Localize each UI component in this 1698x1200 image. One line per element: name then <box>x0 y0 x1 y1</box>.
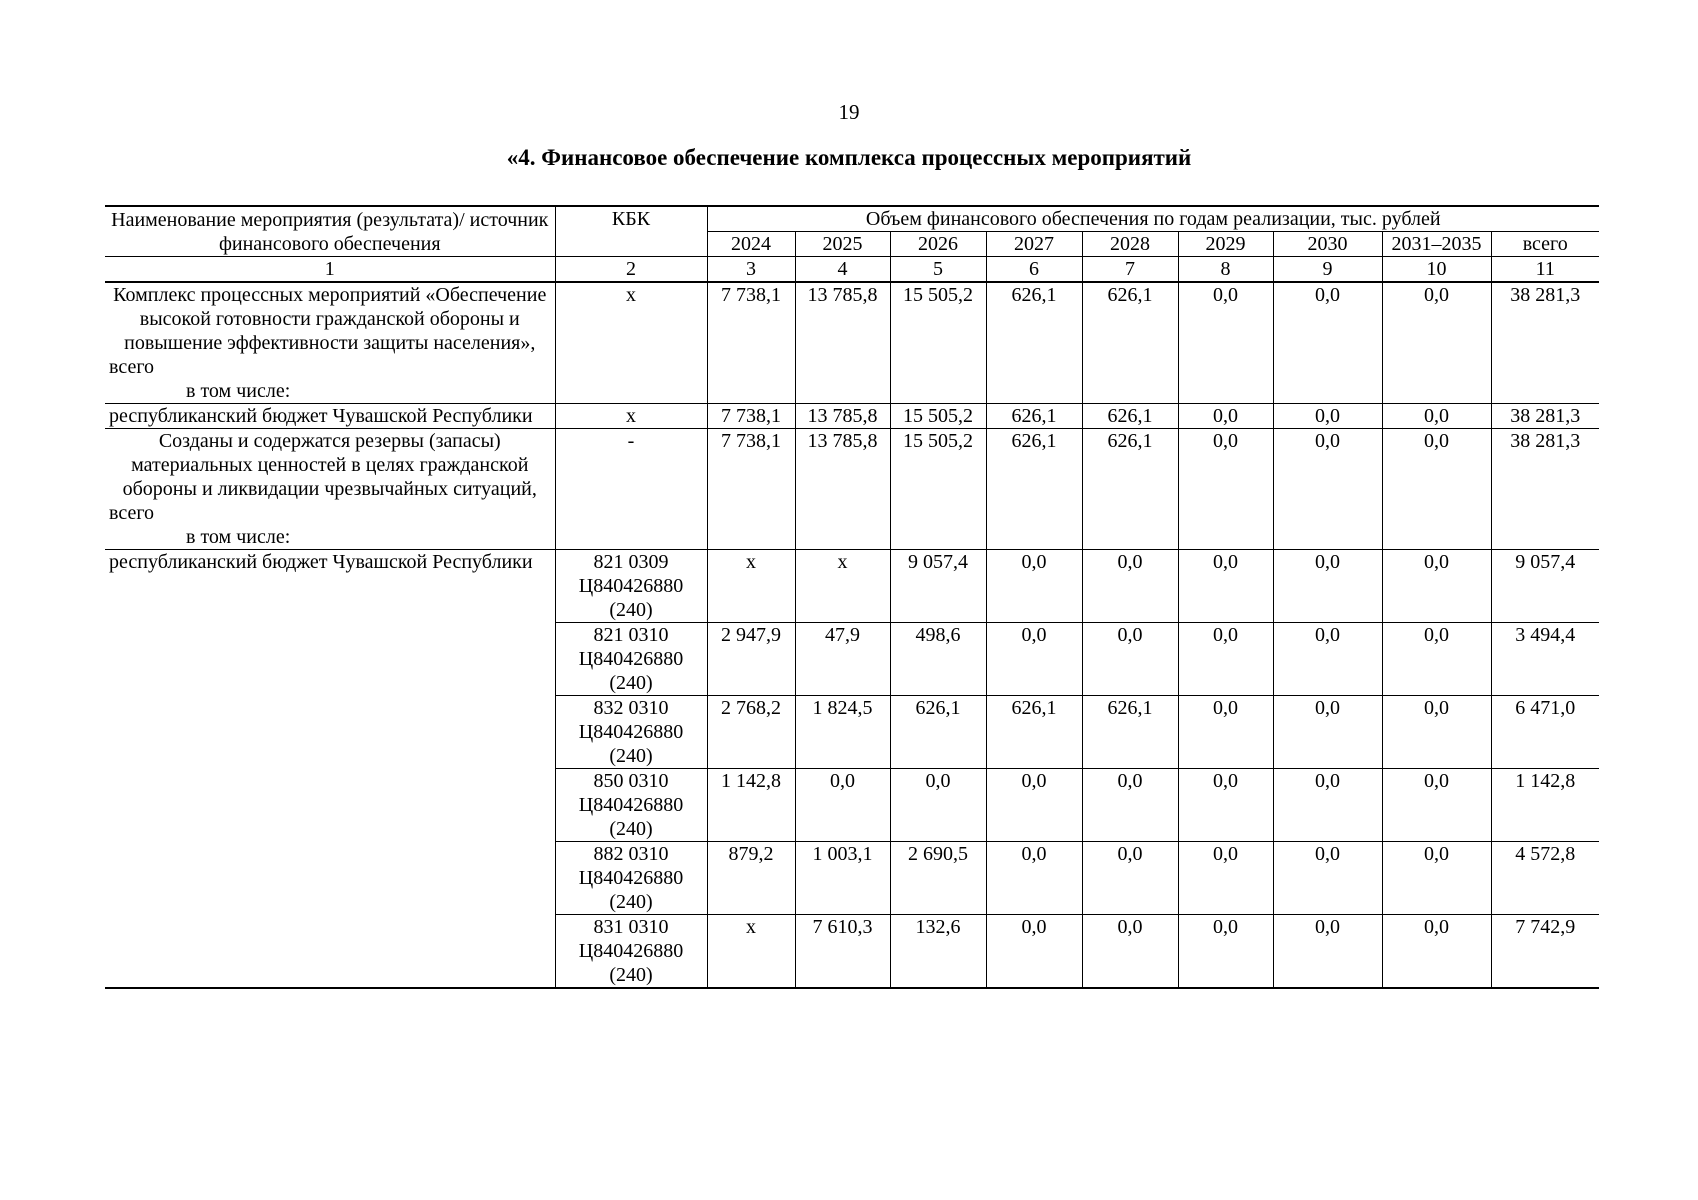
header-year: 2031–2035 <box>1382 232 1491 257</box>
row-value: 0,0 <box>1082 623 1178 696</box>
row-value: 9 057,4 <box>890 550 986 623</box>
row-kbk <box>555 769 707 842</box>
kbk-line: Ц840426880 <box>578 867 684 889</box>
header-row-1 <box>105 206 1599 232</box>
row-value: 132,6 <box>890 915 986 989</box>
kbk-line: Ц840426880 <box>578 575 684 597</box>
header-column-number: 11 <box>1491 257 1599 283</box>
kbk-line: Ц840426880 <box>578 794 684 816</box>
header-column-number: 2 <box>555 257 707 283</box>
row-value: 0,0 <box>1382 429 1491 550</box>
row-value: 626,1 <box>986 429 1082 550</box>
row-value: 7 742,9 <box>1491 915 1599 989</box>
table-row <box>105 429 1599 550</box>
group-name: республиканский бюджет Чувашской Республики <box>109 551 533 573</box>
row-value: 0,0 <box>1273 429 1382 550</box>
row-value: 2 690,5 <box>890 842 986 915</box>
row-name-cell <box>105 429 555 550</box>
row-value: 626,1 <box>1082 429 1178 550</box>
header-column-numbers-row <box>105 257 1599 283</box>
header-kbk: КБК <box>555 206 707 257</box>
row-value: 38 281,3 <box>1491 429 1599 550</box>
kbk-line: 850 0310 <box>593 770 669 792</box>
row-value: 0,0 <box>1273 842 1382 915</box>
row-value: 7 738,1 <box>707 429 795 550</box>
row-value: 0,0 <box>1273 623 1382 696</box>
kbk-line: (240) <box>609 599 653 621</box>
row-value: 2 947,9 <box>707 623 795 696</box>
row-value: 0,0 <box>986 769 1082 842</box>
header-year: 2026 <box>890 232 986 257</box>
row-value: 15 505,2 <box>890 429 986 550</box>
kbk-line: 882 0310 <box>593 843 669 865</box>
row-value: 1 003,1 <box>795 842 890 915</box>
kbk-line: 821 0309 <box>593 551 669 573</box>
row-value: 0,0 <box>986 842 1082 915</box>
row-value: 0,0 <box>1178 429 1273 550</box>
row-value: 0,0 <box>890 769 986 842</box>
header-column-number: 9 <box>1273 257 1382 283</box>
row-value: 7 738,1 <box>707 282 795 404</box>
row-value: 0,0 <box>1178 282 1273 404</box>
row-value: 0,0 <box>1382 769 1491 842</box>
kbk-line: 821 0310 <box>593 624 669 646</box>
row-value: 13 785,8 <box>795 429 890 550</box>
row-value: 1 142,8 <box>707 769 795 842</box>
header-volume: Объем финансового обеспечения по годам реализации, тыс. рублей <box>707 206 1599 232</box>
row-value: 0,0 <box>1382 696 1491 769</box>
row-kbk <box>555 915 707 989</box>
row-kbk <box>555 696 707 769</box>
row-value: 0,0 <box>986 915 1082 989</box>
header-column-number: 5 <box>890 257 986 283</box>
row-kbk: - <box>555 429 707 550</box>
row-value: 0,0 <box>1382 404 1491 429</box>
row-value: 0,0 <box>1082 842 1178 915</box>
row-value: 0,0 <box>1273 404 1382 429</box>
row-name: республиканский бюджет Чувашской Республики <box>109 405 533 427</box>
row-value: 0,0 <box>795 769 890 842</box>
header-column-number: 8 <box>1178 257 1273 283</box>
row-value: 626,1 <box>1082 282 1178 404</box>
row-value: 626,1 <box>986 404 1082 429</box>
header-column-number: 6 <box>986 257 1082 283</box>
group-name-cell <box>105 550 555 989</box>
section-heading: «4. Финансовое обеспечение комплекса процессных мероприятий <box>506 145 1192 170</box>
row-value: x <box>707 550 795 623</box>
header-year: 2030 <box>1273 232 1382 257</box>
table-row <box>105 550 1599 623</box>
header-column-number: 3 <box>707 257 795 283</box>
row-value: 0,0 <box>1178 623 1273 696</box>
row-value: 0,0 <box>1082 915 1178 989</box>
kbk-line: 831 0310 <box>593 916 669 938</box>
row-value: x <box>707 915 795 989</box>
table-row <box>105 282 1599 404</box>
row-value: 0,0 <box>1178 550 1273 623</box>
row-value: 0,0 <box>1382 550 1491 623</box>
row-kbk <box>555 842 707 915</box>
row-value: 0,0 <box>1082 550 1178 623</box>
row-value: 0,0 <box>1178 915 1273 989</box>
row-value: x <box>795 550 890 623</box>
row-subtitle: в том числе: <box>186 380 291 402</box>
kbk-line: Ц840426880 <box>578 940 684 962</box>
header-year: всего <box>1491 232 1599 257</box>
row-value: 0,0 <box>1178 404 1273 429</box>
row-name: Созданы и содержатся резервы (запасы) материальных ценностей в целях гражданской обороны и ликвидации чрезвычайных ситуаций, всего <box>109 430 537 524</box>
row-value: 4 572,8 <box>1491 842 1599 915</box>
header-column-number: 7 <box>1082 257 1178 283</box>
row-value: 7 738,1 <box>707 404 795 429</box>
row-value: 626,1 <box>986 282 1082 404</box>
header-name: Наименование мероприятия (результата)/ источник финансового обеспечения <box>105 206 555 257</box>
row-value: 2 768,2 <box>707 696 795 769</box>
row-value: 6 471,0 <box>1491 696 1599 769</box>
row-value: 0,0 <box>1273 915 1382 989</box>
row-kbk <box>555 623 707 696</box>
row-value: 7 610,3 <box>795 915 890 989</box>
header-year: 2025 <box>795 232 890 257</box>
row-value: 498,6 <box>890 623 986 696</box>
row-value: 0,0 <box>986 623 1082 696</box>
header-year: 2024 <box>707 232 795 257</box>
row-value: 0,0 <box>1273 282 1382 404</box>
header-year: 2027 <box>986 232 1082 257</box>
row-value: 38 281,3 <box>1491 404 1599 429</box>
kbk-line: (240) <box>609 818 653 840</box>
row-name-cell <box>105 404 555 429</box>
kbk-line: (240) <box>609 672 653 694</box>
row-value: 0,0 <box>1178 842 1273 915</box>
row-value: 626,1 <box>986 696 1082 769</box>
row-name: Комплекс процессных мероприятий «Обеспечение высокой готовности гражданской обороны и повышение эффективности защиты населения», всего <box>109 284 547 378</box>
row-value: 0,0 <box>1382 842 1491 915</box>
page-number: 19 <box>838 100 860 124</box>
row-subtitle: в том числе: <box>186 526 291 548</box>
row-value: 15 505,2 <box>890 282 986 404</box>
kbk-line: (240) <box>609 964 653 986</box>
row-value: 13 785,8 <box>795 282 890 404</box>
row-value: 1 824,5 <box>795 696 890 769</box>
row-value: 1 142,8 <box>1491 769 1599 842</box>
kbk-line: (240) <box>609 891 653 913</box>
row-value: 0,0 <box>1273 769 1382 842</box>
row-value: 0,0 <box>1273 696 1382 769</box>
row-value: 15 505,2 <box>890 404 986 429</box>
kbk-line: Ц840426880 <box>578 648 684 670</box>
row-value: 47,9 <box>795 623 890 696</box>
row-kbk <box>555 550 707 623</box>
row-name-cell <box>105 282 555 404</box>
kbk-line: (240) <box>609 745 653 767</box>
table-row <box>105 404 1599 429</box>
row-value: 0,0 <box>1382 915 1491 989</box>
kbk-line: 832 0310 <box>593 697 669 719</box>
row-value: 626,1 <box>1082 404 1178 429</box>
header-year: 2028 <box>1082 232 1178 257</box>
header-year: 2029 <box>1178 232 1273 257</box>
row-value: 3 494,4 <box>1491 623 1599 696</box>
row-value: 0,0 <box>1178 769 1273 842</box>
row-value: 38 281,3 <box>1491 282 1599 404</box>
row-kbk: x <box>555 282 707 404</box>
row-value: 0,0 <box>1382 282 1491 404</box>
row-value: 0,0 <box>1178 696 1273 769</box>
financing-table <box>105 205 1599 989</box>
header-column-number: 4 <box>795 257 890 283</box>
row-value: 0,0 <box>1273 550 1382 623</box>
header-column-number: 10 <box>1382 257 1491 283</box>
row-value: 626,1 <box>890 696 986 769</box>
row-value: 879,2 <box>707 842 795 915</box>
row-kbk: x <box>555 404 707 429</box>
header-column-number: 1 <box>105 257 555 283</box>
row-value: 0,0 <box>1382 623 1491 696</box>
row-value: 9 057,4 <box>1491 550 1599 623</box>
row-value: 626,1 <box>1082 696 1178 769</box>
kbk-line: Ц840426880 <box>578 721 684 743</box>
row-value: 0,0 <box>986 550 1082 623</box>
row-value: 0,0 <box>1082 769 1178 842</box>
row-value: 13 785,8 <box>795 404 890 429</box>
